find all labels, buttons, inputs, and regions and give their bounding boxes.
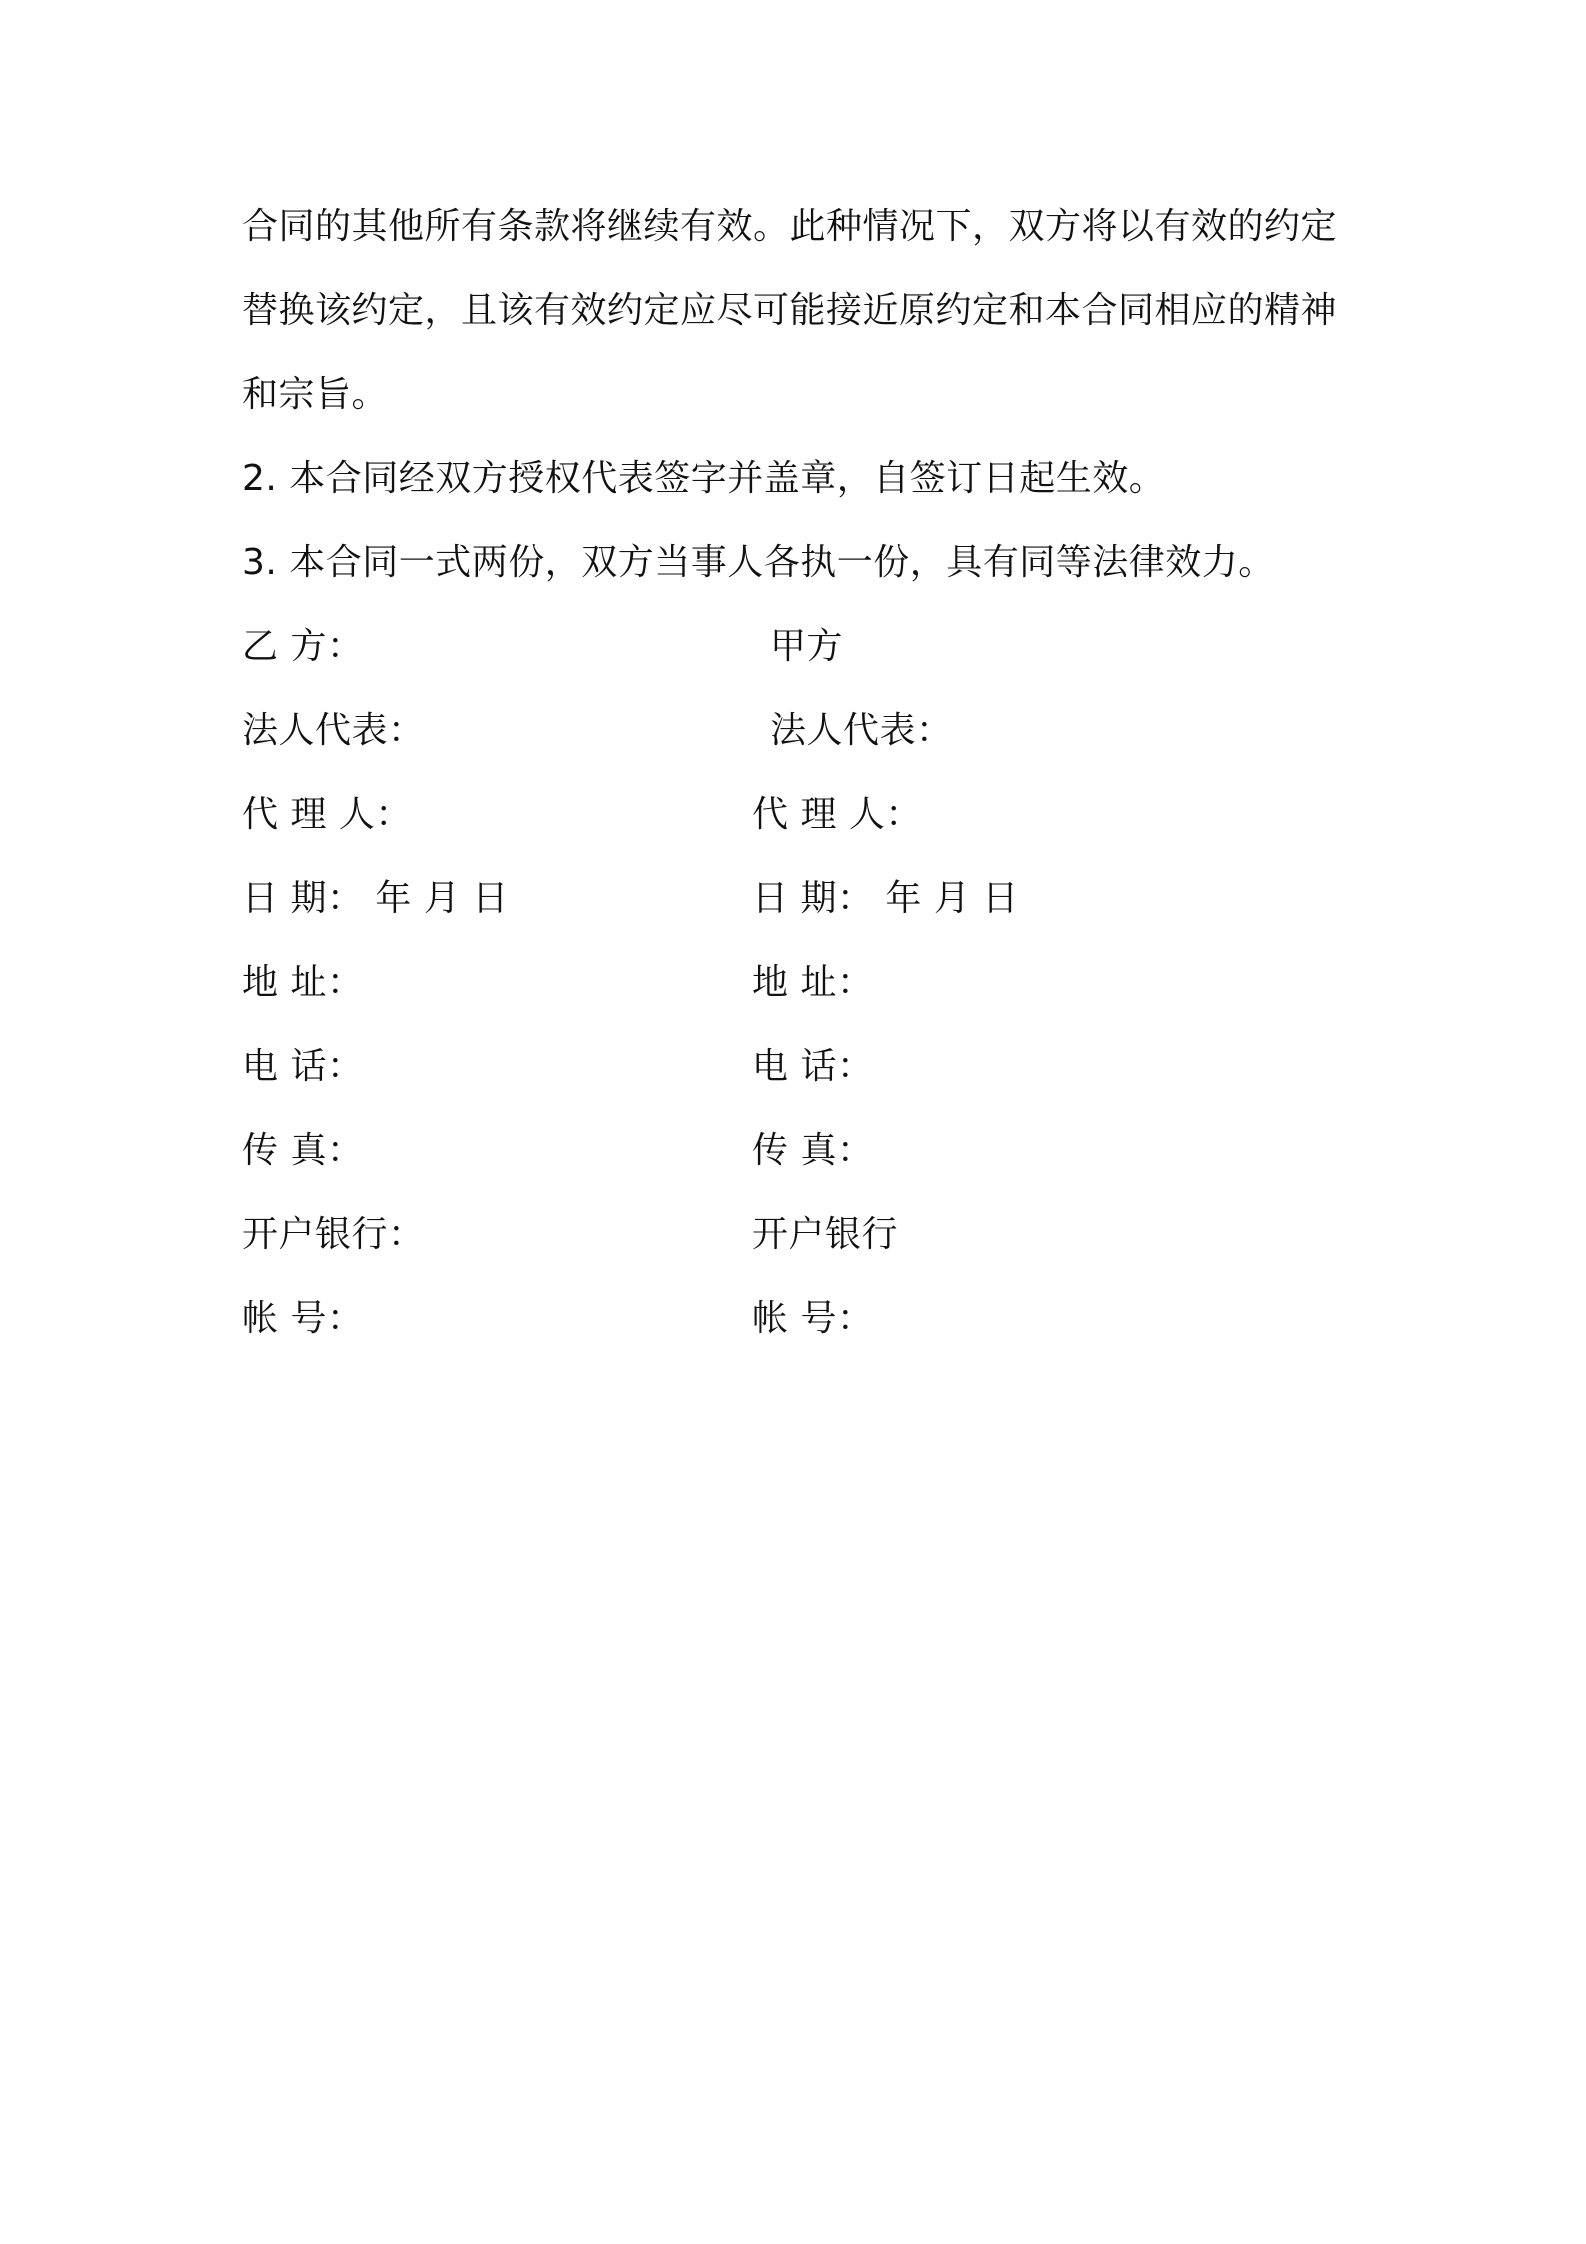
signature-row-address [0, 959, 1586, 1007]
party-b-legal-rep-label: 法人代表： [242, 710, 425, 751]
party-a-label: 甲方 [770, 626, 844, 667]
clause-2: 2. 本合同经双方授权代表签字并盖章，自签订日起生效。 [242, 458, 1166, 499]
signature-row-fax [0, 1127, 1586, 1175]
paragraph-line: 和宗旨。 [242, 374, 389, 415]
signature-row-legal-rep [0, 707, 1586, 755]
party-a-address-label: 地 址： [752, 962, 874, 1003]
party-b-label: 乙 方： [242, 626, 364, 667]
signature-row-party [0, 623, 1586, 671]
paragraph-line: 合同的其他所有条款将继续有效。此种情况下，双方将以有效的约定 [242, 206, 1338, 247]
party-a-account-label: 帐 号： [752, 1298, 874, 1339]
party-b-bank-label: 开户银行： [242, 1214, 425, 1255]
party-a-bank-label: 开户银行 [752, 1214, 899, 1255]
party-b-phone-label: 电 话： [242, 1046, 364, 1087]
party-a-phone-label: 电 话： [752, 1046, 874, 1087]
signature-row-date [0, 875, 1586, 923]
paragraph-line: 替换该约定，且该有效约定应尽可能接近原约定和本合同相应的精神 [242, 290, 1338, 331]
clause-3: 3. 本合同一式两份，双方当事人各执一份，具有同等法律效力。 [242, 542, 1275, 583]
signature-row-phone [0, 1043, 1586, 1091]
party-b-agent-label: 代 理 人： [242, 794, 412, 835]
party-a-legal-rep-label: 法人代表： [770, 710, 953, 751]
party-b-account-label: 帐 号： [242, 1298, 364, 1339]
party-a-date-label: 日 期： 年 月 日 [752, 878, 1019, 919]
party-b-fax-label: 传 真： [242, 1130, 364, 1171]
party-a-agent-label: 代 理 人： [752, 794, 922, 835]
party-a-fax-label: 传 真： [752, 1130, 874, 1171]
signature-row-bank [0, 1211, 1586, 1259]
party-b-date-label: 日 期： 年 月 日 [242, 878, 509, 919]
signature-row-account [0, 1295, 1586, 1343]
signature-row-agent [0, 791, 1586, 839]
party-b-address-label: 地 址： [242, 962, 364, 1003]
